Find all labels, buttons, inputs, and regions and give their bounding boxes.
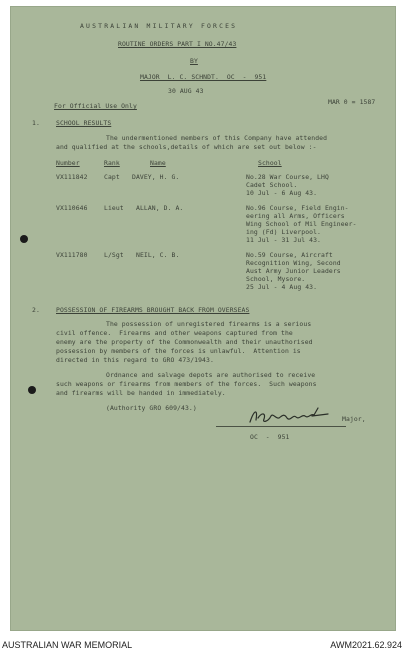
row-2-school-line: No.96 Course, Field Engin- xyxy=(246,204,349,212)
column-header-rank: Rank xyxy=(104,159,120,167)
section-2-para-1-line: The possession of unregistered firearms is a serious xyxy=(106,320,312,328)
section-2-para-2-line: and firearms will be handed in immediately. xyxy=(56,389,226,397)
section-1-number: 1. xyxy=(32,119,40,127)
order-date: 30 AUG 43 xyxy=(168,87,204,95)
archive-footer xyxy=(0,636,406,653)
row-3-school-line: Recognition Wing, Second xyxy=(246,259,341,267)
row-1-school-line: No.28 War Course, LHQ xyxy=(246,173,329,181)
official-use: For Official Use Only xyxy=(54,102,137,110)
punch-hole-bottom xyxy=(28,386,36,394)
section-2-para-1-line: possession by members of the forces is unlawful. Attention is xyxy=(56,347,301,355)
orders-title: ROUTINE ORDERS PART I NO.47/43 xyxy=(118,40,237,48)
column-header-name: Name xyxy=(150,159,166,167)
section-1-intro-line-2: and qualified at the schools,details of which are set out below :- xyxy=(56,143,317,151)
document-page xyxy=(10,6,396,631)
row-3-name: NEIL, C. B. xyxy=(136,251,180,259)
section-1-intro-line-1: The undermentioned members of this Company have attended xyxy=(106,134,328,142)
section-2-para-1-line: civil offence. Firearms and other weapons captured from the xyxy=(56,329,293,337)
row-2-rank: Lieut xyxy=(104,204,124,212)
by-label: BY xyxy=(190,57,198,65)
row-1-school-line: 10 Jul - 6 Aug 43. xyxy=(246,189,318,197)
row-3-number: VX111780 xyxy=(56,251,88,259)
section-2-number: 2. xyxy=(32,306,40,314)
header-title: AUSTRALIAN MILITARY FORCES xyxy=(80,22,238,30)
footer-left-text: AUSTRALIAN WAR MEMORIAL xyxy=(2,640,133,650)
row-3-school-line: School, Mysore. xyxy=(246,275,306,283)
row-2-school-line: 11 Jul - 31 Jul 43. xyxy=(246,236,322,244)
section-2-para-1-line: enemy are the property of the Commonwealth and their unauthorised xyxy=(56,338,313,346)
signature-unit: OC - 951 xyxy=(250,433,290,441)
section-2-para-2-line: such weapons or firearms from members of the forces. Such weapons xyxy=(56,380,317,388)
signature-rank: Major, xyxy=(342,415,366,423)
punch-hole-top xyxy=(20,235,28,243)
row-2-school-line: eering all Arms, Officers xyxy=(246,212,345,220)
authority-note: (Authority GRO 609/43.) xyxy=(106,404,197,412)
row-2-school-line: Wing School of Mil Engineer- xyxy=(246,220,357,228)
footer-right-text: AWM2021.62.924 xyxy=(330,640,402,650)
signature-graphic xyxy=(246,404,336,428)
row-1-school-line: Cadet School. xyxy=(246,181,298,189)
row-1-name: DAVEY, H. G. xyxy=(132,173,180,181)
row-1-rank: Capt xyxy=(104,173,120,181)
row-2-school-line: ing (Fd) Liverpool. xyxy=(246,228,322,236)
row-2-number: VX110646 xyxy=(56,204,88,212)
section-2-para-2-line: Ordnance and salvage depots are authorised to receive xyxy=(106,371,316,379)
reference-number: MAR 0 = 1587 xyxy=(328,98,376,106)
row-3-school-line: No.59 Course, Aircraft xyxy=(246,251,333,259)
signature-line xyxy=(216,426,346,427)
row-2-name: ALLAN, D. A. xyxy=(136,204,184,212)
by-officer: MAJOR L. C. SCHNDT. OC - 951 xyxy=(140,73,267,81)
column-header-number: Number xyxy=(56,159,80,167)
section-2-para-1-line: directed in this regard to GRO 473/1943. xyxy=(56,356,214,364)
row-3-school-line: 25 Jul - 4 Aug 43. xyxy=(246,283,318,291)
section-2-heading: POSSESSION OF FIREARMS BROUGHT BACK FROM OVERSEAS xyxy=(56,306,250,314)
row-3-rank: L/Sgt xyxy=(104,251,124,259)
row-1-number: VX111842 xyxy=(56,173,88,181)
column-header-school: School xyxy=(258,159,282,167)
section-1-heading: SCHOOL RESULTS xyxy=(56,119,112,127)
row-3-school-line: Aust Army Junior Leaders xyxy=(246,267,341,275)
